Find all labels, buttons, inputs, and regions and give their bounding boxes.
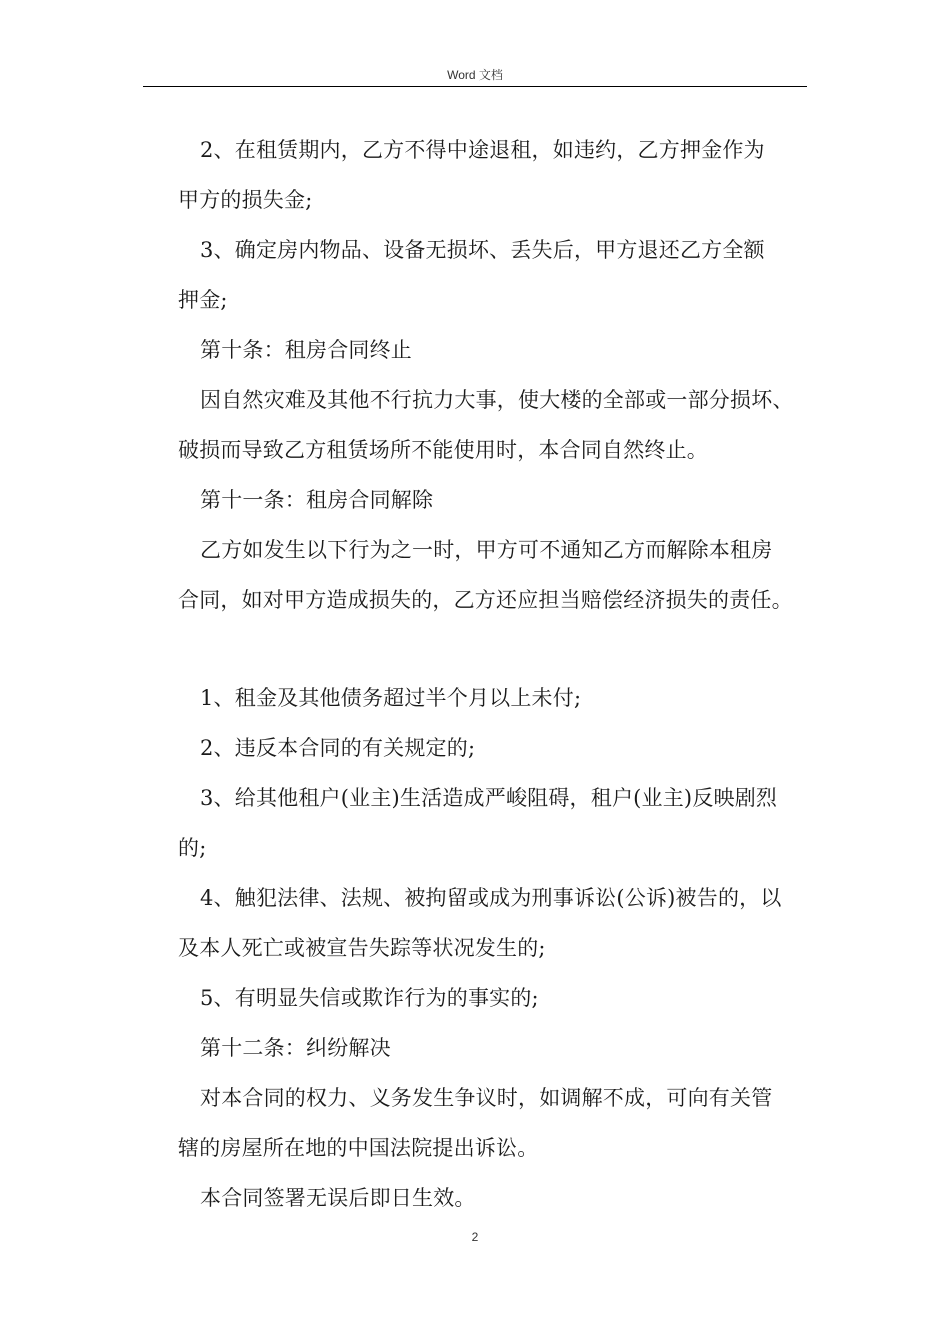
- paragraph-line: 因自然灾难及其他不行抗力大事，使大楼的全部或一部分损坏、: [200, 388, 794, 412]
- paragraph-line: 对本合同的权力、义务发生争议时，如调解不成，可向有关管: [200, 1086, 773, 1110]
- paragraph-line: 本合同签署无误后即日生效。: [200, 1186, 476, 1210]
- paragraph-line: 押金;: [178, 288, 228, 312]
- list-item: 5、有明显失信或欺诈行为的事实的;: [200, 986, 539, 1010]
- page-number: 2: [471, 1230, 479, 1244]
- paragraph-line: 2、在租赁期内，乙方不得中途退租，如违约，乙方押金作为: [200, 138, 765, 162]
- paragraph-line: 甲方的损失金;: [178, 188, 313, 212]
- list-item-continuation: 及本人死亡或被宣告失踪等状况发生的;: [178, 936, 546, 960]
- list-item-continuation: 的;: [178, 836, 207, 860]
- section-heading: 第十一条：租房合同解除: [200, 488, 434, 512]
- paragraph-line: 3、确定房内物品、设备无损坏、丢失后，甲方退还乙方全额: [200, 238, 765, 262]
- paragraph-line: 破损而导致乙方租赁场所不能使用时，本合同自然终止。: [178, 438, 708, 462]
- section-heading: 第十二条：纠纷解决: [200, 1036, 391, 1060]
- list-item: 3、给其他租户(业主)生活造成严峻阻碍，租户(业主)反映剧烈: [200, 786, 778, 810]
- list-item: 2、违反本合同的有关规定的;: [200, 736, 476, 760]
- list-item: 1、租金及其他债务超过半个月以上未付;: [200, 686, 582, 710]
- section-heading: 第十条：租房合同终止: [200, 338, 412, 362]
- list-item: 4、触犯法律、法规、被拘留或成为刑事诉讼(公诉)被告的，以: [200, 886, 782, 910]
- paragraph-line: 辖的房屋所在地的中国法院提出诉讼。: [178, 1136, 539, 1160]
- paragraph-line: 乙方如发生以下行为之一时，甲方可不通知乙方而解除本租房: [200, 538, 773, 562]
- header-divider: [143, 86, 807, 87]
- document-header: Word 文档: [447, 68, 503, 82]
- paragraph-line: 合同，如对甲方造成损失的，乙方还应担当赔偿经济损失的责任。: [178, 588, 793, 612]
